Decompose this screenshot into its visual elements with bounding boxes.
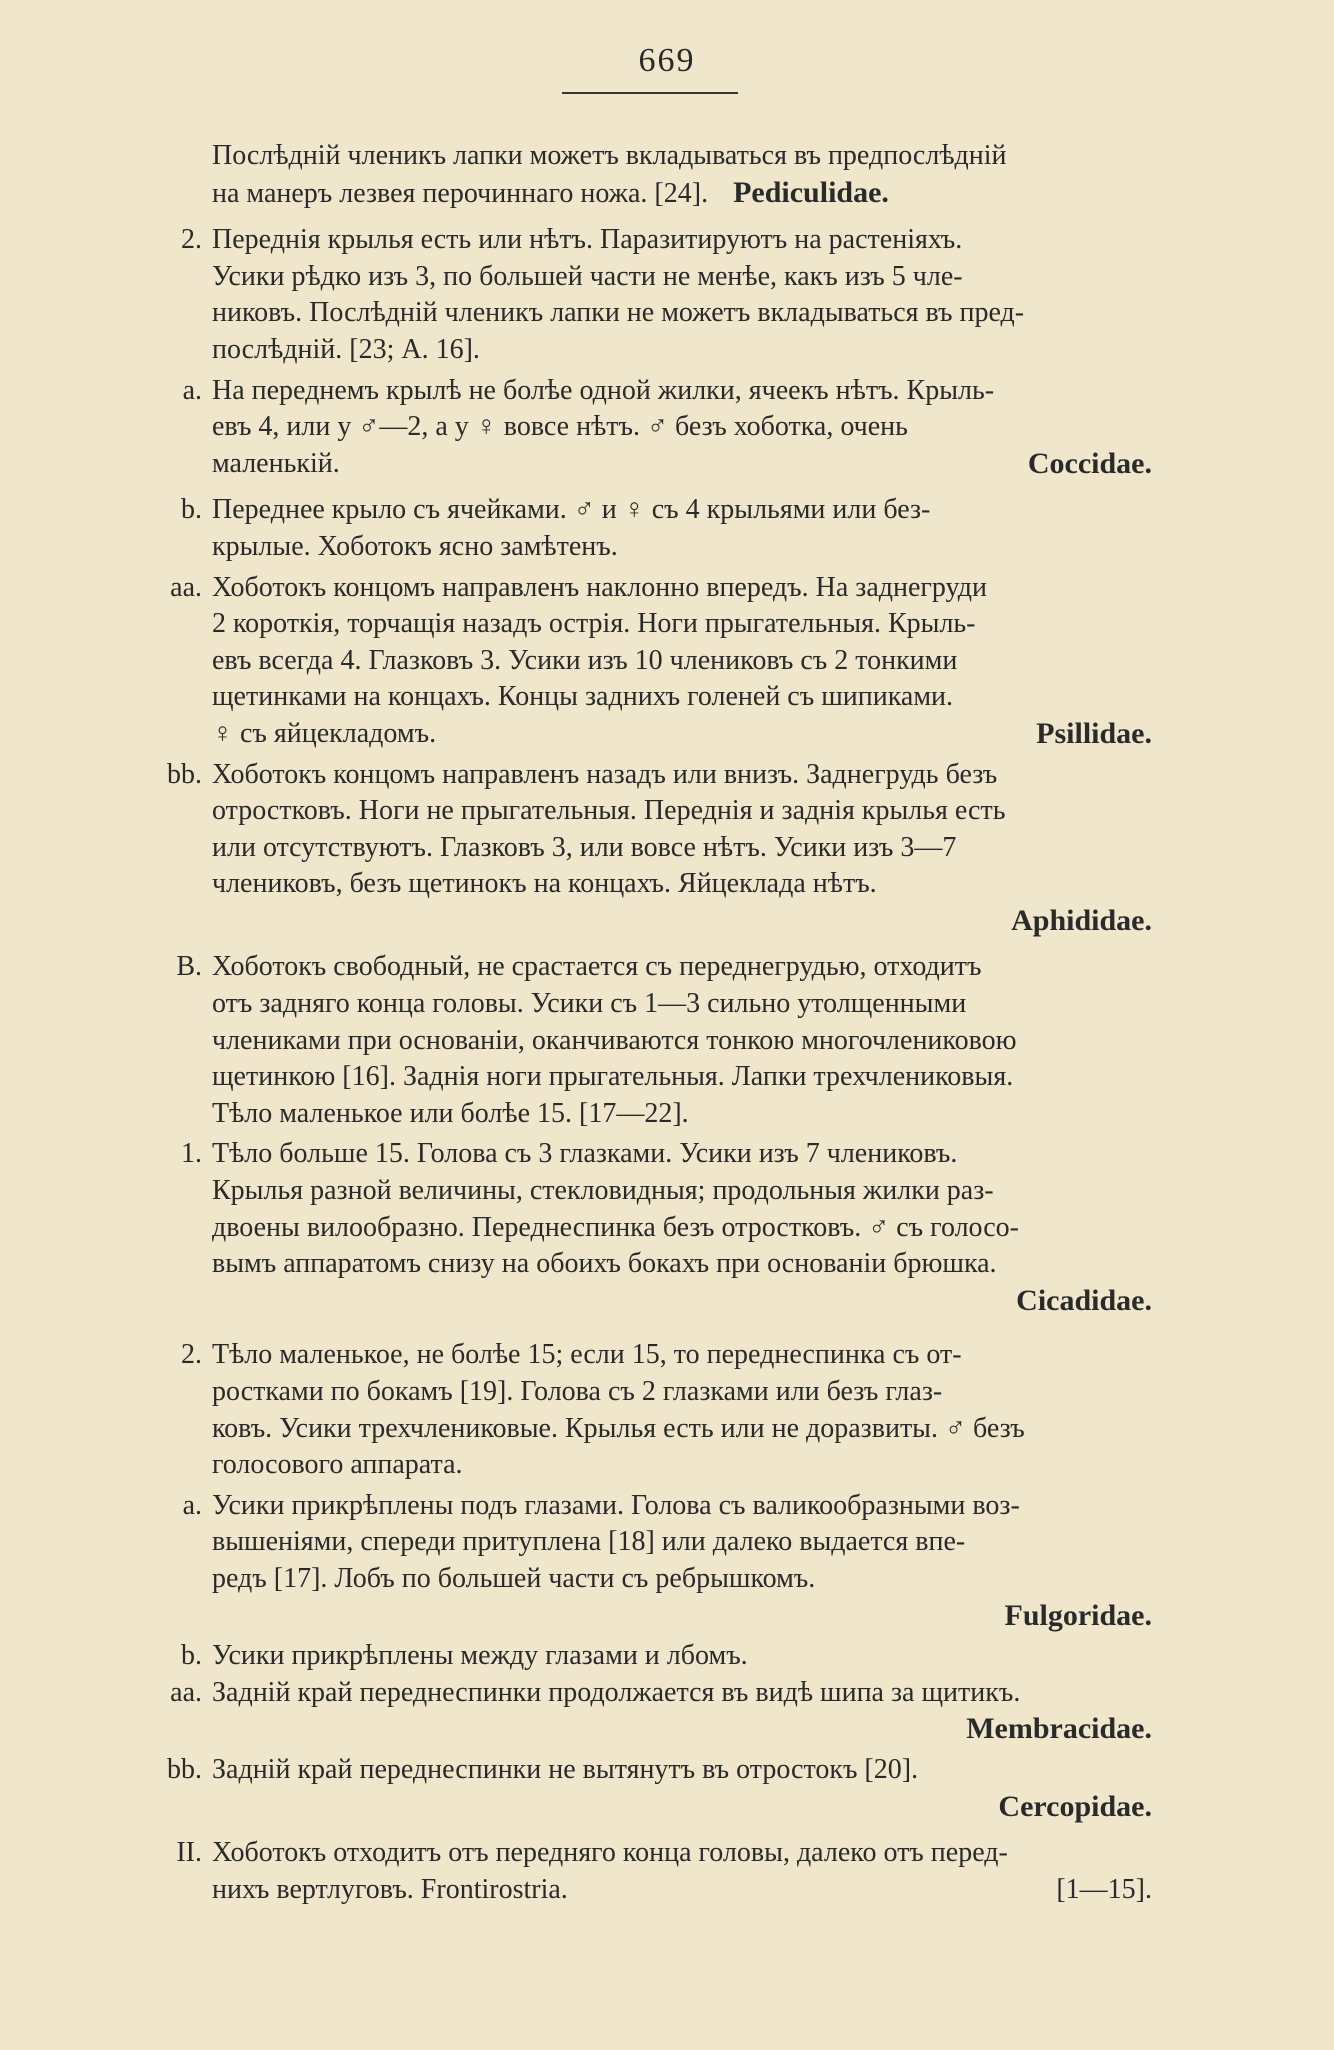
text-line: Хоботокъ концомъ направленъ назадъ или внизъ. Заднегрудь безъ <box>212 758 998 790</box>
text-line <box>212 1872 1152 1909</box>
key-entry <box>140 1638 1152 1675</box>
entry-body <box>212 222 1152 368</box>
text-line: вышеніями, спереди притуплена [18] или далеко выдается впе- <box>212 1526 966 1558</box>
text-line: Переднее крыло съ ячейками. ♂ и ♀ съ 4 крыльями или без- <box>212 494 931 526</box>
entry-body <box>212 1835 1152 1908</box>
key-text <box>140 138 1152 1908</box>
page-number: 669 <box>638 42 696 79</box>
key-entry <box>140 1337 1152 1483</box>
entry-body <box>212 1488 1152 1634</box>
text-line: евъ всегда 4. Глазковъ 3. Усики изъ 10 члениковъ съ 2 тонкими <box>212 644 958 676</box>
entry-body <box>212 1675 1152 1748</box>
entry-marker: aa. <box>170 1676 202 1708</box>
text-line: На переднемъ крылѣ не болѣе одной жилки, ячеекъ нѣтъ. Крыль- <box>212 374 995 406</box>
text-line: двоены вилообразно. Переднеспинка безъ отростковъ. ♂ съ голосо- <box>212 1211 1019 1243</box>
entry-marker: a. <box>182 374 202 406</box>
family-name: Cicadidae. <box>1016 1283 1152 1317</box>
family-name: Membracidae. <box>966 1712 1152 1746</box>
entry-marker: b. <box>181 1640 202 1672</box>
text-line: Переднія крылья есть или нѣтъ. Паразитируютъ на растеніяхъ. <box>212 224 963 256</box>
entry-marker: aa. <box>170 571 202 603</box>
text-line: члениковъ, безъ щетинокъ на концахъ. Яйцеклада нѣтъ. <box>212 868 877 900</box>
text-line: редъ [17]. Лобъ по большей части съ ребрышкомъ. <box>212 1562 816 1594</box>
key-entry <box>140 1675 1152 1748</box>
text-line: Усики прикрѣплены между глазами и лбомъ. <box>212 1640 748 1672</box>
header-rule <box>562 92 738 94</box>
entry-marker: 2. <box>181 1339 202 1371</box>
entry-body <box>212 373 1152 483</box>
text-line: Хоботокъ отходитъ отъ передняго конца головы, далеко отъ перед- <box>212 1837 1008 1869</box>
text-line <box>212 446 1152 483</box>
text-line <box>212 716 1152 753</box>
key-entry <box>140 757 1152 940</box>
reference-range: [1—15]. <box>1056 1873 1152 1905</box>
entry-body <box>212 949 1152 1132</box>
entry-body <box>212 757 1152 940</box>
text-line: Тѣло маленькое, не болѣе 15; если 15, то переднеспинка съ от- <box>212 1339 962 1371</box>
text-line: Задній край переднеспинки не вытянутъ въ отростокъ [20]. <box>212 1753 919 1785</box>
text-line: Крылья разной величины, стекловидныя; продольныя жилки раз- <box>212 1175 994 1207</box>
entry-marker: 1. <box>181 1138 202 1170</box>
entry-body <box>212 138 1152 212</box>
entry-body <box>212 1136 1152 1319</box>
text-line-content: маленькій. <box>212 447 340 479</box>
entry-body <box>212 1752 1152 1825</box>
text-line: евъ 4, или у ♂—2, а у ♀ вовсе нѣтъ. ♂ безъ хоботка, очень <box>212 411 908 443</box>
entry-marker: II. <box>176 1837 202 1869</box>
entry-body <box>212 492 1152 565</box>
text-line: щетинкою [16]. Заднія ноги прыгательныя. Лапки трехчлениковыя. <box>212 1061 1014 1093</box>
entry-marker: b. <box>181 494 202 526</box>
key-entry <box>140 1136 1152 1319</box>
family-name: Coccidae. <box>1027 446 1152 480</box>
entry-body <box>212 570 1152 753</box>
text-line-content: нихъ вертлуговъ. Frontirostria. <box>212 1873 568 1905</box>
text-line: или отсутствуютъ. Глазковъ 3, или вовсе нѣтъ. Усики изъ 3—7 <box>212 831 957 863</box>
entry-marker: 2. <box>181 224 202 256</box>
text-line: послѣдній. [23; A. 16]. <box>212 333 480 365</box>
key-entry <box>140 1488 1152 1634</box>
text-line: Усики рѣдко изъ 3, по большей части не менѣе, какъ изъ 5 чле- <box>212 260 963 292</box>
text-line: ростками по бокамъ [19]. Голова съ 2 глазками или безъ глаз- <box>212 1376 943 1407</box>
text-line: Хоботокъ концомъ направленъ наклонно впередъ. На заднегруди <box>212 571 988 603</box>
key-entry <box>140 1752 1152 1825</box>
family-name: Fulgoridae. <box>1004 1598 1152 1632</box>
family-name: Cercopidae. <box>998 1789 1152 1823</box>
text-line: щетинками на концахъ. Концы заднихъ голеней съ шипиками. <box>212 681 954 713</box>
entry-marker: bb. <box>167 758 202 790</box>
entry-body <box>212 1638 1152 1675</box>
text-line-content: на манеръ лезвея перочиннаго ножа. [24]. <box>212 177 709 209</box>
key-entry <box>140 373 1152 483</box>
key-entry <box>140 492 1152 565</box>
key-entry <box>140 222 1152 368</box>
text-line <box>212 175 1152 213</box>
text-line: 2 короткія, торчащія назадъ острія. Ноги прыгательныя. Крыль- <box>212 608 976 640</box>
text-line: никовъ. Послѣдній членикъ лапки не можетъ вкладываться въ пред- <box>212 297 1025 329</box>
key-entry <box>140 1835 1152 1908</box>
text-line: вымъ аппаратомъ снизу на обоихъ бокахъ при основаніи брюшка. <box>212 1248 997 1280</box>
family-name: Pediculidae. <box>733 175 889 209</box>
text-line: Задній край переднеспинки продолжается въ видѣ шипа за щитикъ. <box>212 1676 1021 1708</box>
key-entry <box>140 570 1152 753</box>
family-name: Psillidae. <box>1036 716 1152 750</box>
key-entry <box>140 138 1152 212</box>
text-line: отростковъ. Ноги не прыгательныя. Переднія и заднія крылья есть <box>212 795 1006 827</box>
text-line: Хоботокъ свободный, не срастается съ переднегрудью, отходитъ <box>212 951 982 983</box>
text-line-content: ♀ съ яйцекладомъ. <box>212 717 437 749</box>
text-line: Усики прикрѣплены подъ глазами. Голова съ валикообразными воз- <box>212 1489 1020 1521</box>
entry-marker: a. <box>182 1489 202 1521</box>
text-line: ковъ. Усики трехчлениковые. Крылья есть или не доразвиты. ♂ безъ <box>212 1412 1025 1444</box>
text-line: члениками при основаніи, оканчиваются тонкою многочлениковою <box>212 1024 1017 1056</box>
entry-marker: bb. <box>167 1753 202 1785</box>
text-line: Тѣло маленькое или болѣе 15. [17—22]. <box>212 1097 689 1129</box>
text-line: Тѣло больше 15. Голова съ 3 глазками. Усики изъ 7 члениковъ. <box>212 1138 958 1170</box>
entry-body <box>212 1337 1152 1483</box>
text-line: голосового аппарата. <box>212 1449 463 1481</box>
text-line: крылые. Хоботокъ ясно замѣтенъ. <box>212 530 618 562</box>
family-name: Aphididae. <box>1011 903 1152 937</box>
text-line: Послѣдній членикъ лапки можетъ вкладываться въ предпослѣдній <box>212 140 1007 171</box>
text-line: отъ задняго конца головы. Усики съ 1—3 сильно утолщенными <box>212 988 967 1020</box>
key-entry <box>140 949 1152 1132</box>
entry-marker: B. <box>176 951 202 983</box>
